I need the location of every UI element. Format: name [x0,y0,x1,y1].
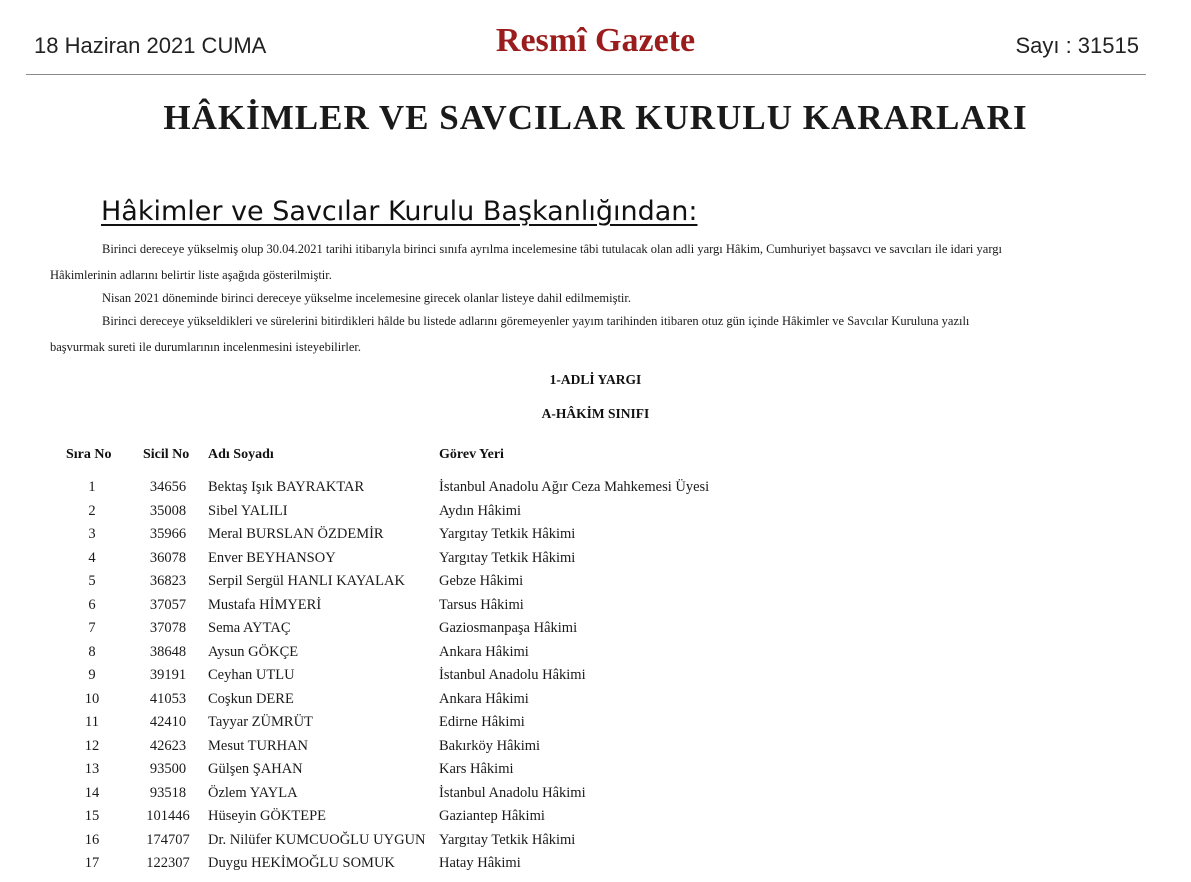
row-sira-no: 9 [88,667,96,683]
row-sira-no: 14 [84,784,100,801]
table-row [0,644,1191,667]
row-sicil-no: 42623 [149,737,187,754]
row-sicil-no: 122307 [146,855,190,871]
row-sicil-no: 38648 [149,643,187,660]
row-sira-no: 11 [85,714,99,730]
header-divider [26,74,1146,75]
row-gorev-yeri: Edirne Hâkimi [439,714,525,730]
row-gorev-yeri: Hatay Hâkimi [439,855,521,871]
row-adi-soyadi: Sibel YALILI [208,502,288,519]
table-row [0,761,1191,784]
row-sira-no: 10 [84,690,100,707]
table-row [0,573,1191,596]
table-row [0,597,1191,620]
paragraph-line: başvurmak sureti ile durumlarının incelenmesini isteyebilirler. [50,340,362,354]
subheading-hakim-sinifi: A-HÂKİM SINIFI [541,406,650,421]
row-sicil-no: 35008 [149,502,187,519]
row-adi-soyadi: Hüseyin GÖKTEPE [208,808,327,824]
gazette-title: Resmî Gazete [495,22,696,59]
column-header-sira-no: Sıra No [66,447,112,462]
row-adi-soyadi: Enver BEYHANSOY [208,549,336,566]
row-sicil-no: 39191 [149,667,187,683]
row-gorev-yeri: Yargıtay Tetkik Hâkimi [439,831,576,848]
row-sicil-no: 37057 [149,596,187,613]
row-sira-no: 6 [88,596,96,613]
table-row [0,550,1191,573]
row-sicil-no: 35966 [149,526,187,542]
table-row [0,503,1191,526]
table-row [0,785,1191,808]
row-adi-soyadi: Bektaş Işık BAYRAKTAR [208,479,365,495]
table-row [0,479,1191,502]
row-adi-soyadi: Serpil Sergül HANLI KAYALAK [208,573,405,589]
table-row [0,667,1191,690]
row-gorev-yeri: Gaziantep Hâkimi [439,808,545,824]
row-sicil-no: 36078 [149,549,187,566]
table-row [0,832,1191,855]
subheading-adli-yargi: 1-ADLİ YARGI [549,372,642,387]
table-row [0,691,1191,714]
section-title: HÂKİMLER VE SAVCILAR KURULU KARARLARI [163,98,1028,137]
row-sira-no: 16 [84,831,100,848]
row-gorev-yeri: Ankara Hâkimi [439,690,529,707]
row-gorev-yeri: Ankara Hâkimi [439,643,529,660]
row-sicil-no: 101446 [146,808,190,824]
row-gorev-yeri: İstanbul Anadolu Hâkimi [439,784,586,801]
row-adi-soyadi: Gülşen ŞAHAN [208,761,303,777]
row-gorev-yeri: Gebze Hâkimi [439,573,524,589]
row-sicil-no: 93518 [149,784,187,801]
row-sira-no: 1 [88,479,96,495]
row-sicil-no: 42410 [149,714,187,730]
column-header-gorev-yeri: Görev Yeri [439,447,504,462]
paragraph-line: Nisan 2021 döneminde birinci dereceye yükselme incelemesine girecek olanlar listeye dahil edilmemiştir. [102,291,631,305]
paragraph-line: Birinci dereceye yükseldikleri ve sürelerini bitirdikleri hâlde bu listede adlarını göremeyenler yayım tarihinden itibaren otuz gün içinde Hâkimler ve Savcılar Kuruluna yazılı [102,314,970,328]
table-row [0,855,1191,878]
row-adi-soyadi: Sema AYTAÇ [208,620,291,636]
row-sicil-no: 93500 [149,761,187,777]
issue-number: Sayı : 31515 [1015,33,1139,58]
row-adi-soyadi: Ceyhan UTLU [208,667,295,683]
row-gorev-yeri: Kars Hâkimi [439,761,514,777]
row-adi-soyadi: Dr. Nilüfer KUMCUOĞLU UYGUN [208,831,426,848]
table-row [0,714,1191,737]
document-heading: Hâkimler ve Savcılar Kurulu Başkanlığından: [101,196,698,227]
table-row [0,526,1191,549]
row-adi-soyadi: Coşkun DERE [208,690,294,707]
row-sira-no: 15 [84,808,100,824]
publication-date: 18 Haziran 2021 CUMA [34,33,267,58]
row-sira-no: 13 [84,761,100,777]
row-gorev-yeri: İstanbul Anadolu Hâkimi [439,667,586,683]
row-sira-no: 2 [88,502,96,519]
column-header-sicil-no: Sicil No [143,447,190,462]
paragraph-line: Birinci dereceye yükselmiş olup 30.04.2021 tarihi itibarıyla birinci sınıfa ayrılma incelemesine tâbi tutulacak olan adli yargı Hâkim, Cumhuriyet başsavcı ve savcıları ile idari yargı [102,242,1002,256]
column-header-adi-soyadi: Adı Soyadı [208,447,274,462]
row-adi-soyadi: Tayyar ZÜMRÜT [208,714,313,730]
gazette-header [0,0,1191,76]
row-gorev-yeri: Yargıtay Tetkik Hâkimi [439,549,576,566]
table-row [0,620,1191,643]
paragraph-line: Hâkimlerinin adlarını belirtir liste aşağıda gösterilmiştir. [50,268,332,282]
row-adi-soyadi: Meral BURSLAN ÖZDEMİR [208,526,384,542]
row-sira-no: 7 [88,620,96,636]
row-sicil-no: 34656 [149,479,187,495]
row-gorev-yeri: İstanbul Anadolu Ağır Ceza Mahkemesi Üyesi [439,479,710,495]
row-adi-soyadi: Mustafa HİMYERİ [208,596,322,613]
row-sicil-no: 41053 [149,690,187,707]
row-sicil-no: 37078 [149,620,187,636]
row-sira-no: 5 [88,573,96,589]
table-row [0,808,1191,831]
row-gorev-yeri: Aydın Hâkimi [439,502,522,519]
row-adi-soyadi: Duygu HEKİMOĞLU SOMUK [208,855,395,871]
row-sira-no: 4 [88,549,96,566]
table-row [0,738,1191,761]
row-sira-no: 3 [88,526,96,542]
row-adi-soyadi: Mesut TURHAN [208,737,309,754]
row-adi-soyadi: Aysun GÖKÇE [208,643,299,660]
row-sira-no: 12 [84,737,100,754]
row-sira-no: 8 [88,643,96,660]
row-adi-soyadi: Özlem YAYLA [208,784,298,801]
row-sira-no: 17 [84,855,100,871]
row-gorev-yeri: Bakırköy Hâkimi [439,737,541,754]
row-gorev-yeri: Gaziosmanpaşa Hâkimi [439,620,578,636]
row-sicil-no: 36823 [149,573,187,589]
row-gorev-yeri: Tarsus Hâkimi [439,596,524,613]
row-sicil-no: 174707 [146,831,190,848]
row-gorev-yeri: Yargıtay Tetkik Hâkimi [439,526,576,542]
